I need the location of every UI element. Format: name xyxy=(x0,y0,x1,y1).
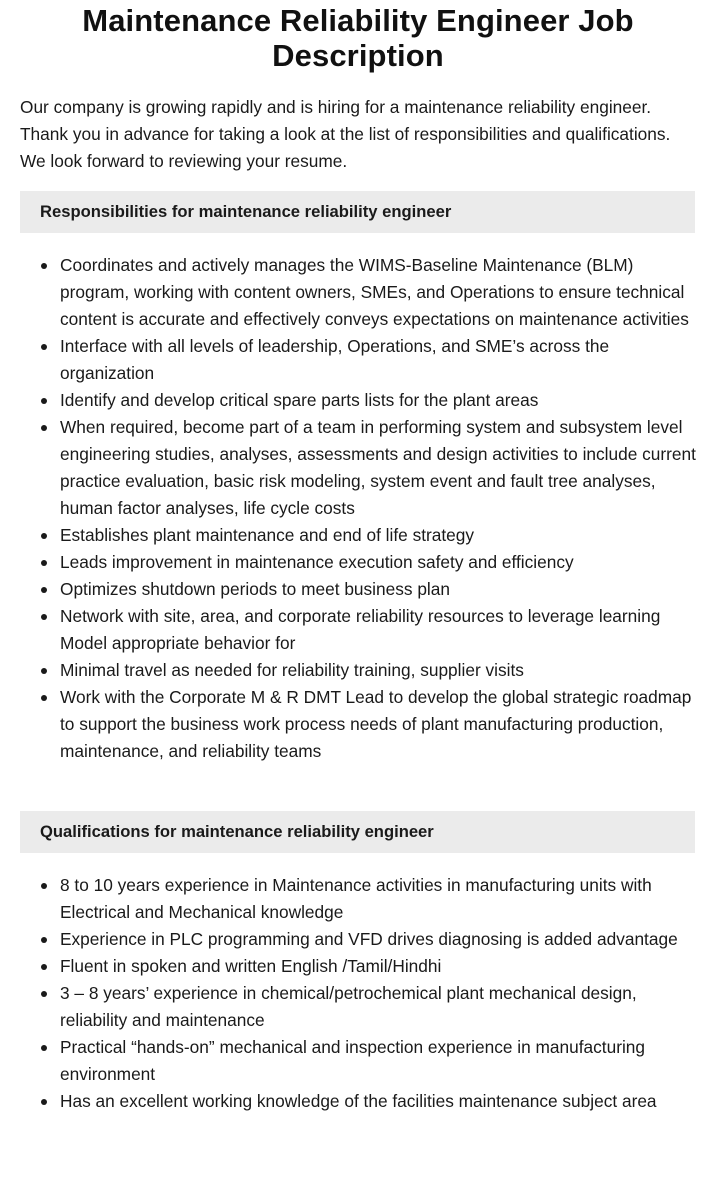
list-item-text: Identify and develop critical spare parts lists for the plant areas xyxy=(60,390,539,410)
list-item-text: Fluent in spoken and written English /Tamil/Hindhi xyxy=(60,956,442,976)
list-item-text: Minimal travel as needed for reliability training, supplier visits xyxy=(60,660,524,680)
list-item xyxy=(60,980,696,1034)
bullet-icon xyxy=(41,964,47,970)
bullet-icon xyxy=(41,425,47,431)
responsibilities-heading: Responsibilities for maintenance reliability engineer xyxy=(20,191,695,233)
list-item-text: Leads improvement in maintenance execution safety and efficiency xyxy=(60,552,574,572)
list-item-text: Work with the Corporate M & R DMT Lead to develop the global strategic roadmap to support the business work process needs of plant manufacturing production, maintenance, and reliability teams xyxy=(60,687,692,761)
list-item xyxy=(60,252,696,333)
bullet-icon xyxy=(41,1099,47,1105)
list-item-text: Establishes plant maintenance and end of life strategy xyxy=(60,525,475,545)
bullet-icon xyxy=(41,344,47,350)
list-item xyxy=(60,333,696,387)
list-item xyxy=(60,603,696,657)
page-title: Maintenance Reliability Engineer Job Description xyxy=(82,3,634,73)
bullet-icon xyxy=(41,587,47,593)
list-item xyxy=(60,1034,696,1088)
list-item xyxy=(60,414,696,522)
qualifications-heading: Qualifications for maintenance reliability engineer xyxy=(20,811,695,853)
bullet-icon xyxy=(41,937,47,943)
list-item-text: Experience in PLC programming and VFD drives diagnosing is added advantage xyxy=(60,929,678,949)
bullet-icon xyxy=(41,263,47,269)
list-item-text: 8 to 10 years experience in Maintenance activities in manufacturing units with Electrical and Mechanical knowledge xyxy=(60,875,652,922)
list-item-text: When required, become part of a team in performing system and subsystem level engineering studies, analyses, assessments and design activities to include current practice evaluation, basic risk modeling, system event and fault tree analyses, human factor analyses, life cycle costs xyxy=(60,417,696,518)
bullet-icon xyxy=(41,883,47,889)
list-item xyxy=(60,926,696,953)
bullet-icon xyxy=(41,991,47,997)
qualifications-list xyxy=(20,872,696,1115)
list-item xyxy=(60,522,696,549)
list-item xyxy=(60,872,696,926)
bullet-icon xyxy=(41,560,47,566)
list-item-text: Has an excellent working knowledge of the facilities maintenance subject area xyxy=(60,1091,657,1111)
intro-paragraph: Our company is growing rapidly and is hiring for a maintenance reliability engineer. Thank you in advance for taking a look at the list of responsibilities and qualifications. We look forward to reviewing your resume. xyxy=(20,97,671,171)
list-item xyxy=(60,657,696,684)
list-item xyxy=(60,549,696,576)
responsibilities-list xyxy=(20,252,696,765)
list-item-text: Interface with all levels of leadership, Operations, and SME’s across the organization xyxy=(60,336,610,383)
list-item xyxy=(60,576,696,603)
list-item-text: Optimizes shutdown periods to meet business plan xyxy=(60,579,450,599)
list-item xyxy=(60,1088,696,1115)
bullet-icon xyxy=(41,668,47,674)
list-item xyxy=(60,684,696,765)
list-item xyxy=(60,953,696,980)
list-item-text: 3 – 8 years’ experience in chemical/petrochemical plant mechanical design, reliability and maintenance xyxy=(60,983,637,1030)
bullet-icon xyxy=(41,398,47,404)
list-item-text: Network with site, area, and corporate reliability resources to leverage learning Model appropriate behavior for xyxy=(60,606,661,653)
list-item-text: Practical “hands-on” mechanical and inspection experience in manufacturing environment xyxy=(60,1037,646,1084)
bullet-icon xyxy=(41,1045,47,1051)
bullet-icon xyxy=(41,614,47,620)
bullet-icon xyxy=(41,533,47,539)
list-item-text: Coordinates and actively manages the WIMS-Baseline Maintenance (BLM) program, working with content owners, SMEs, and Operations to ensure technical content is accurate and effectively conveys expectations on maintenance activities xyxy=(60,255,689,329)
bullet-icon xyxy=(41,695,47,701)
list-item xyxy=(60,387,696,414)
